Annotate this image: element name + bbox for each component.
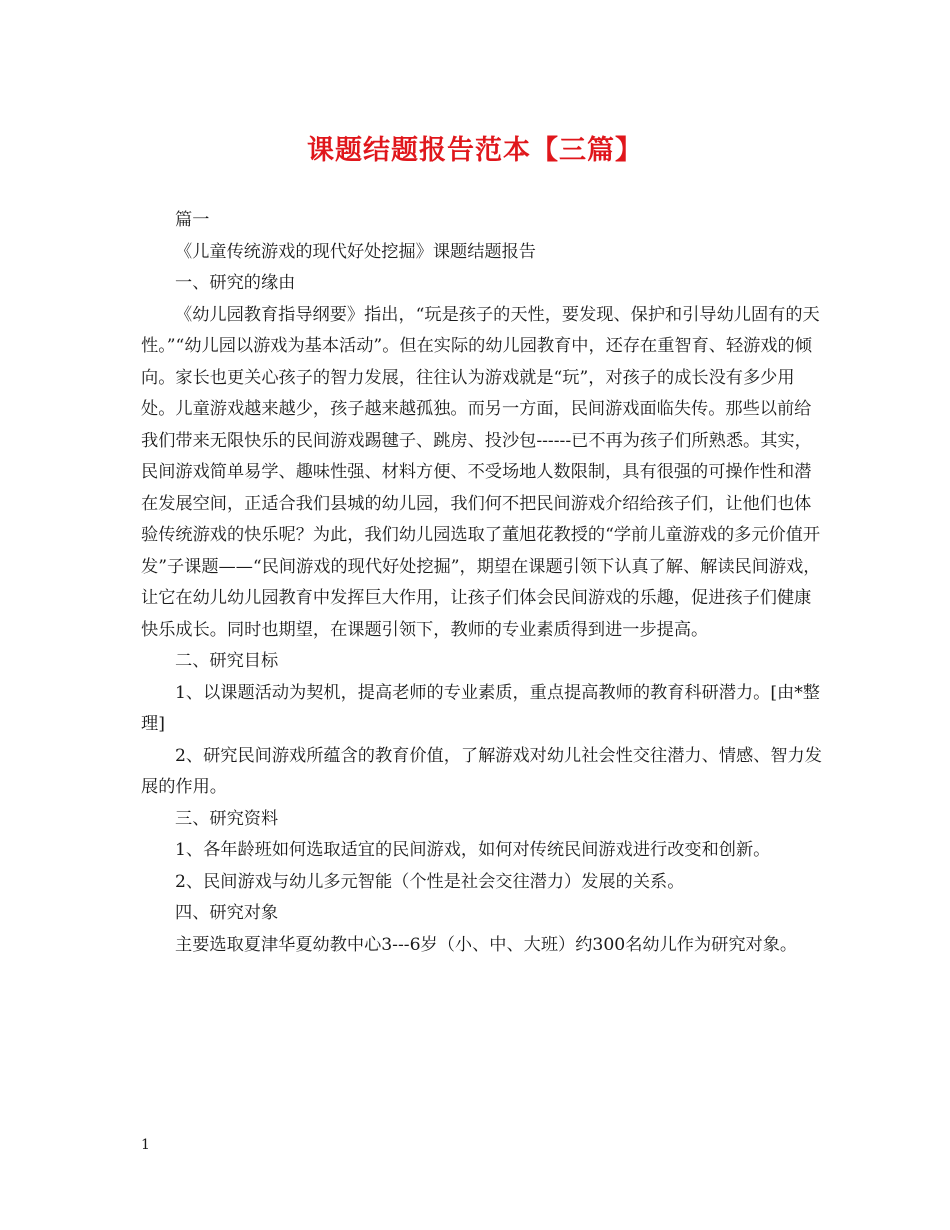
- paragraph-goal-2: 2、研究民间游戏所蕴含的教育价值，了解游戏对幼儿社会性交往潜力、情感、智力发展的作用。: [141, 745, 822, 797]
- paragraph-report-title: 《儿童传统游戏的现代好处挖掘》课题结题报告: [175, 241, 536, 262]
- document-body: [141, 205, 826, 961]
- document-title: 课题结题报告范本【三篇】: [307, 135, 643, 166]
- heading-research-materials: 三、研究资料: [175, 808, 279, 829]
- heading-research-subjects: 四、研究对象: [175, 903, 279, 923]
- page-number: 1: [141, 1137, 150, 1153]
- paragraph-research-reason: 《幼儿园教育指导纲要》指出，“玩是孩子的天性，要发现、保护和引导幼儿固有的天性。”“幼儿园以游戏为基本活动”。但在实际的幼儿园教育中，还存在重智育、轻游戏的倾向。家长也更关心孩子的智力发展，往往认为游戏就是“玩”，对孩子的成长没有多少用处。儿童游戏越来越少，孩子越来越孤独。而另一方面，民间游戏面临失传。那些以前给我们带来无限快乐的民间游戏踢毽子、跳房、投沙包------已不再为孩子们所熟悉。其实，民间游戏简单易学、趣味性强、材料方便、不受场地人数限制，具有很强的可操作性和潜在发展空间，正适合我们县城的幼儿园，我们何不把民间游戏介绍给孩子们，让他们也体验传统游戏的快乐呢？为此，我们幼儿园选取了董旭花教授的“学前儿童游戏的多元价值开发”子课题——“民间游戏的现代好处挖掘”，期望在课题引领下认真了解、解读民间游戏，让它在幼儿幼儿园教育中发挥巨大作用，让孩子们体会民间游戏的乐趣，促进孩子们健康快乐成长。同时也期望，在课题引领下，教师的专业素质得到进一步提高。: [141, 304, 821, 640]
- paragraph-section-label: 篇一: [175, 210, 210, 230]
- paragraph-material-2: 2、民间游戏与幼儿多元智能（个性是社会交往潜力）发展的关系。: [175, 871, 685, 892]
- paragraph-goal-1: 1、以课题活动为契机，提高老师的专业素质，重点提高教师的教育科研潜力。[由*整理]: [141, 682, 820, 734]
- heading-research-goals: 二、研究目标: [175, 651, 279, 671]
- heading-research-reason: 一、研究的缘由: [175, 273, 296, 293]
- paragraph-research-subjects: 主要选取夏津华夏幼教中心3---6岁（小、中、大班）约300名幼儿作为研究对象。: [175, 934, 798, 955]
- paragraph-material-1: 1、各年龄班如何选取适宜的民间游戏，如何对传统民间游戏进行改变和创新。: [175, 840, 771, 860]
